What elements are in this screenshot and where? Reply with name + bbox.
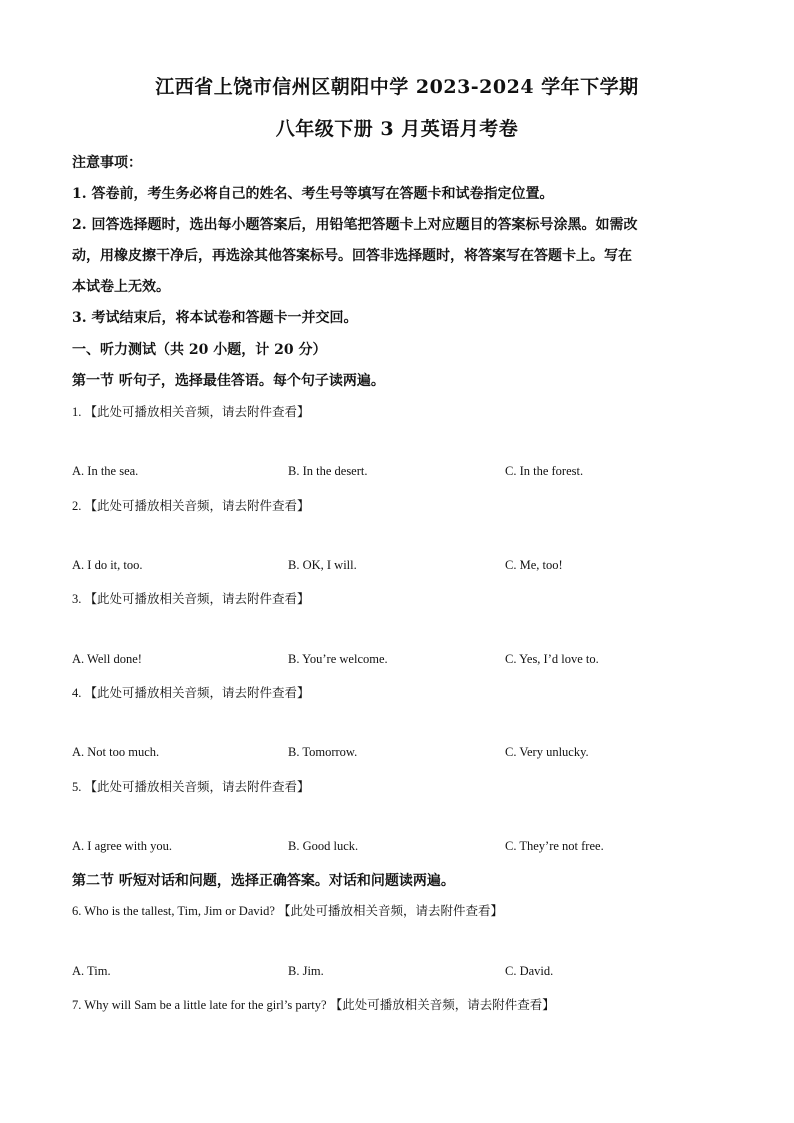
question-6-option-b: B. Jim. [288, 964, 324, 978]
question-1-option-a: A. In the sea. [72, 464, 139, 478]
question-4-stem: 4. 【此处可播放相关音频，请去附件查看】 [72, 686, 310, 700]
section-title: 一、听力测试（共 20 小题，计 20 分） [72, 342, 327, 358]
question-7-stem: 7. Why will Sam be a little late for the girl’s party? 【此处可播放相关音频，请去附件查看】 [72, 998, 555, 1012]
question-6-option-c: C. David. [505, 964, 554, 978]
question-5-option-b: B. Good luck. [288, 839, 359, 853]
notes-heading: 注意事项： [72, 155, 142, 171]
note-item-1: 1. 答卷前，考生务必将自己的姓名、考生号等填写在答题卡和试卷指定位置。 [72, 186, 554, 202]
question-3-option-c: C. Yes, I’d love to. [505, 652, 599, 666]
question-3-option-b: B. You’re welcome. [288, 652, 388, 666]
question-6-stem: 6. Who is the tallest, Tim, Jim or David? 【此处可播放相关音频，请去附件查看】 [72, 904, 504, 918]
note-item-2-line-2: 动，用橡皮擦干净后，再选涂其他答案标号。回答非选择题时，将答案写在答题卡上。写在 [72, 248, 632, 264]
question-4-option-b: B. Tomorrow. [288, 745, 358, 759]
note-item-3: 3. 考试结束后，将本试卷和答题卡一并交回。 [72, 310, 358, 326]
part-1-heading: 第一节 听句子，选择最佳答语。每个句子读两遍。 [72, 373, 385, 389]
question-1-stem: 1. 【此处可播放相关音频，请去附件查看】 [72, 405, 310, 419]
question-1-option-b: B. In the desert. [288, 464, 368, 478]
note-item-2-line-3: 本试卷上无效。 [72, 279, 170, 295]
note-item-2-line-1: 2. 回答选择题时，选出每小题答案后，用铅笔把答题卡上对应题目的答案标号涂黑。如需改 [72, 217, 638, 233]
question-2-option-b: B. OK, I will. [288, 558, 357, 572]
question-6-option-a: A. Tim. [72, 964, 111, 978]
part-2-heading: 第二节 听短对话和问题，选择正确答案。对话和问题读两遍。 [72, 873, 455, 889]
question-3-option-a: A. Well done! [72, 652, 142, 666]
question-2-option-a: A. I do it, too. [72, 558, 143, 572]
question-1-option-c: C. In the forest. [505, 464, 584, 478]
question-2-stem: 2. 【此处可播放相关音频，请去附件查看】 [72, 499, 310, 513]
question-2-option-c: C. Me, too! [505, 558, 563, 572]
question-3-stem: 3. 【此处可播放相关音频，请去附件查看】 [72, 592, 310, 606]
question-5-stem: 5. 【此处可播放相关音频，请去附件查看】 [72, 780, 310, 794]
page-subtitle: 八年级下册 3 月英语月考卷 [275, 118, 519, 140]
question-4-option-a: A. Not too much. [72, 745, 160, 759]
question-5-option-a: A. I agree with you. [72, 839, 172, 853]
question-5-option-c: C. They’re not free. [505, 839, 604, 853]
page-title: 江西省上饶市信州区朝阳中学 2023-2024 学年下学期 [155, 76, 639, 98]
question-4-option-c: C. Very unlucky. [505, 745, 589, 759]
